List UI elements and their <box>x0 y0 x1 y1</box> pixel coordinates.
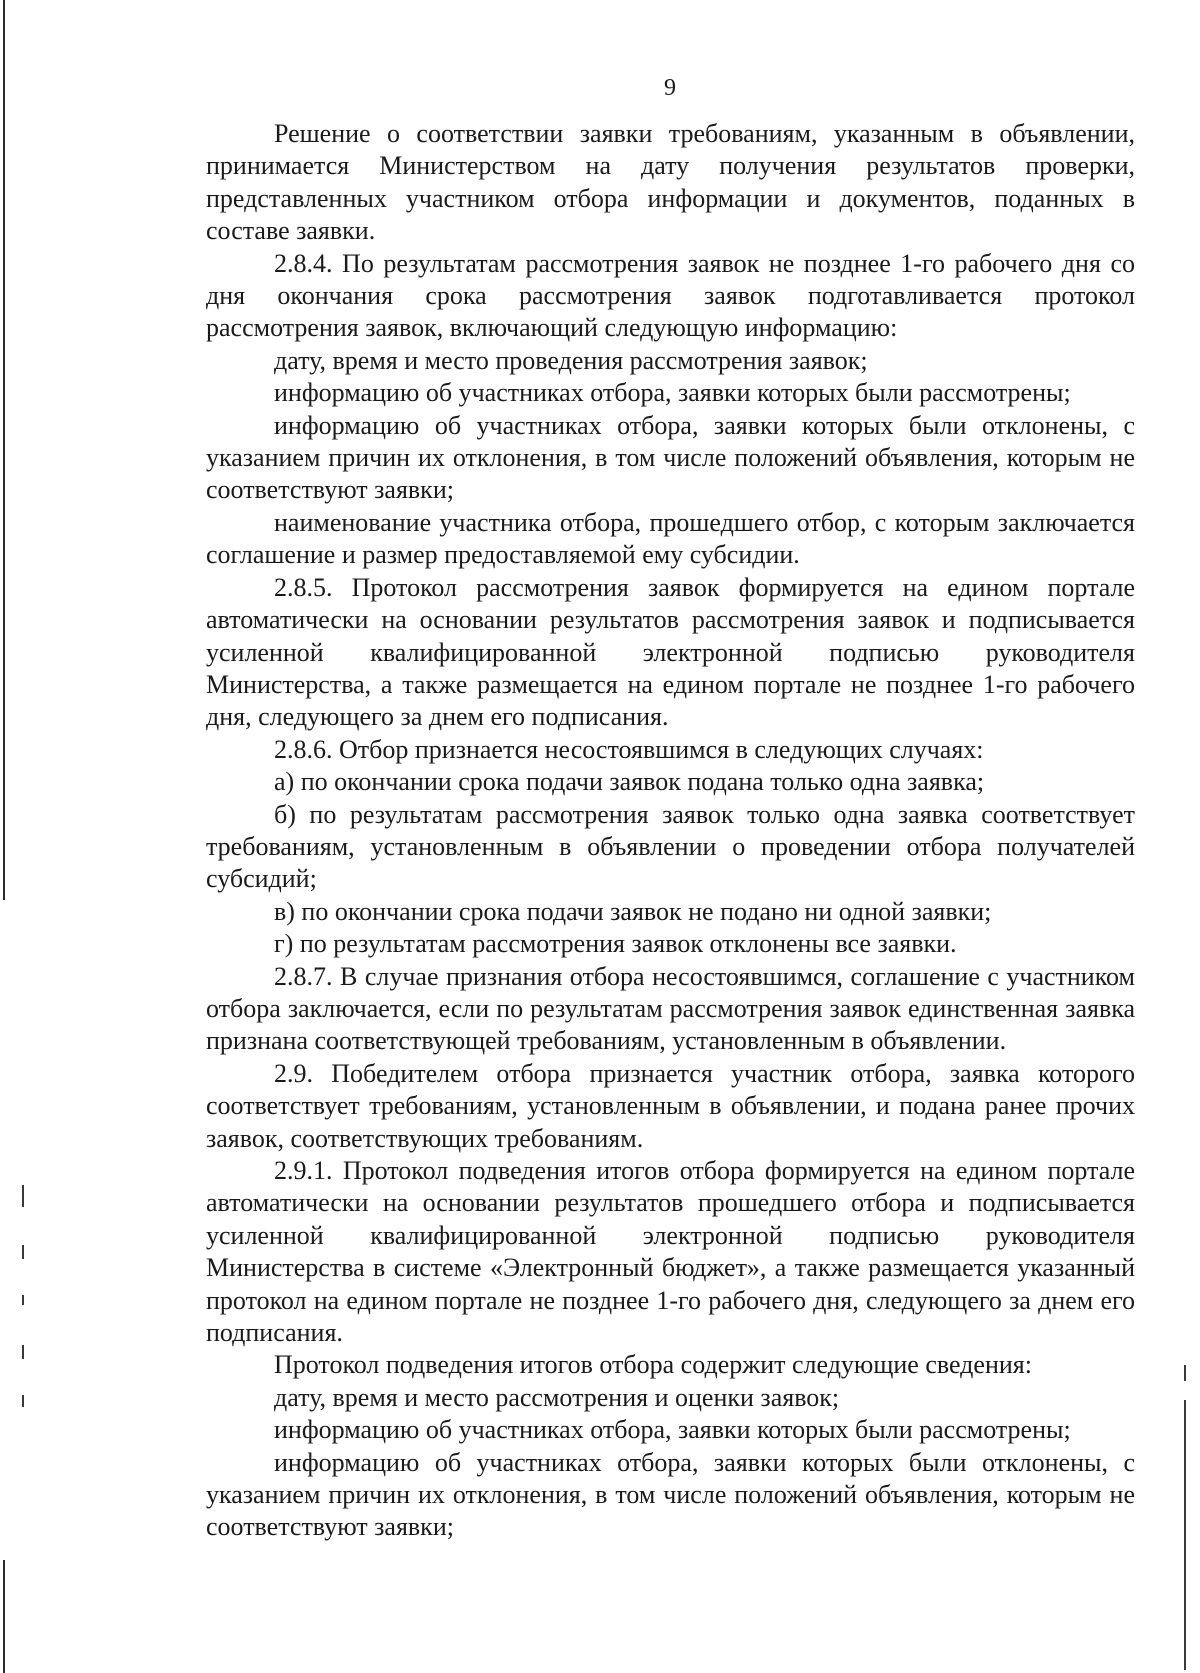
list-item-g: г) по результатам рассмотрения заявок отклонены все заявки. <box>274 929 957 959</box>
list-item-v: в) по окончании срока подачи заявок не подано ни одной заявки; <box>274 896 992 926</box>
list-item-date-place-evaluation: дату, время и место рассмотрения и оценки заявок; <box>274 1382 840 1412</box>
paragraph-protocol-contents: Протокол подведения итогов отбора содержит следующие сведения: <box>274 1350 1032 1380</box>
list-item-a: а) по окончании срока подачи заявок подана только одна заявка; <box>274 767 985 797</box>
paragraph-2-9: 2.9. Победителем отбора признается участник отбора, заявка которого соответствует требованиям, установленным в объявлении, и подана ранее прочих заявок, соответствующих требованиям. <box>206 1058 1135 1153</box>
scan-mark <box>1184 1400 1186 1670</box>
list-item-reviewed-participants: информацию об участниках отбора, заявки которых были рассмотрены; <box>274 378 1071 408</box>
scan-mark <box>22 1185 24 1207</box>
paragraph-2-8-5: 2.8.5. Протокол рассмотрения заявок формируется на едином портале автоматически на основании результатов рассмотрения заявок и подписывается усиленной квалифицированной электронной подписью руководителя Министерства, а также размещается на едином портале не позднее 1-го рабочего дня, следующего за днем его подписания. <box>206 572 1135 732</box>
scan-binding-edge <box>3 0 5 900</box>
list-item-b: б) по результатам рассмотрения заявок только одна заявка соответствует требованиям, установленным в объявлении о проведении отбора получателей субсидий; <box>206 799 1135 894</box>
scan-mark <box>1184 1365 1186 1381</box>
scan-mark <box>22 1245 24 1259</box>
scan-mark <box>22 1345 24 1359</box>
scan-binding-edge-lower <box>3 1560 5 1673</box>
paragraph-2-8-4: 2.8.4. По результатам рассмотрения заявок не позднее 1-го рабочего дня со дня окончания срока рассмотрения заявок подготавливается протокол рассмотрения заявок, включающий следующую информацию: <box>206 248 1135 343</box>
paragraph-2-8-7: 2.8.7. В случае признания отбора несостоявшимся, соглашение с участником отбора заключается, если по результатам рассмотрения заявок единственная заявка признана соответствующей требованиям, установленным в объявлении. <box>206 961 1135 1056</box>
paragraph-2-9-1: 2.9.1. Протокол подведения итогов отбора формируется на едином портале автоматически на основании результатов прошедшего отбора и подписывается усиленной квалифицированной электронной подписью руководителя Министерства в системе «Электронный бюджет», а также размещается указанный протокол на едином портале не позднее 1-го рабочего дня, следующего за днем его подписания. <box>206 1156 1135 1348</box>
list-item-rejected-participants: информацию об участниках отбора, заявки которых были отклонены, с указанием причин их отклонения, в том числе положений объявления, которым не соответствуют заявки; <box>206 410 1135 505</box>
scan-mark <box>22 1295 24 1305</box>
list-item-date-time-place: дату, время и место проведения рассмотрения заявок; <box>274 345 868 375</box>
scan-mark <box>22 1395 24 1407</box>
paragraph-decision: Решение о соответствии заявки требованиям, указанным в объявлении, принимается Министерством на дату получения результатов проверки, представленных участником отбора информации и документов, поданных в составе заявки. <box>206 119 1135 246</box>
page-number: 9 <box>664 75 676 101</box>
document-body <box>206 118 1135 1544</box>
list-item-winner-name: наименование участника отбора, прошедшего отбор, с которым заключается соглашение и размер предоставляемой ему субсидии. <box>206 507 1135 570</box>
list-item-rejected-participants-2: информацию об участниках отбора, заявки которых были отклонены, с указанием причин их отклонения, в том числе положений объявления, которым не соответствуют заявки; <box>206 1447 1135 1542</box>
list-item-reviewed-participants-2: информацию об участниках отбора, заявки которых были рассмотрены; <box>274 1415 1071 1445</box>
paragraph-2-8-6: 2.8.6. Отбор признается несостоявшимся в следующих случаях: <box>274 734 984 764</box>
